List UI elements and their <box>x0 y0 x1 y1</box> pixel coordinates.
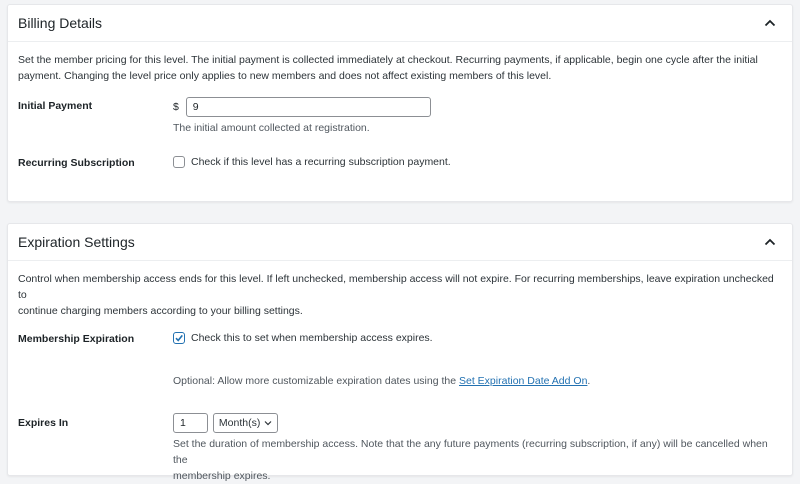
membership-expiration-checkbox[interactable] <box>173 332 185 344</box>
expiration-settings-header[interactable] <box>8 224 792 261</box>
initial-payment-input[interactable] <box>186 97 431 117</box>
checkmark-icon <box>174 333 184 343</box>
expires-in-label: Expires In <box>18 417 69 429</box>
initial-payment-label: Initial Payment <box>18 100 93 112</box>
expires-in-unit-value: Month(s) <box>218 417 261 429</box>
expires-in-number-input[interactable] <box>173 413 208 433</box>
billing-description <box>18 52 782 84</box>
optional-addon-note-row <box>18 373 782 413</box>
expires-in-row <box>18 413 782 482</box>
optional-addon-note <box>173 373 590 389</box>
membership-expiration-checkbox-label[interactable]: Check this to set when membership access expires. <box>191 332 433 345</box>
expires-in-help <box>173 436 783 484</box>
billing-details-header[interactable] <box>8 5 792 42</box>
recurring-subscription-checkbox-label[interactable]: Check if this level has a recurring subscription payment. <box>191 156 451 169</box>
billing-details-card <box>7 4 793 202</box>
expiration-description <box>18 271 782 319</box>
optional-note-text: Optional: Allow more customizable expiration dates using the <box>173 375 459 387</box>
billing-details-title: Billing Details <box>18 15 103 31</box>
initial-payment-row <box>18 97 782 157</box>
expiration-settings-card <box>7 223 793 482</box>
chevron-down-icon <box>264 420 272 426</box>
expires-in-help-line-1: Set the duration of membership access. Note that the any future payments (recurring subscription, if any) will be cancelled when the <box>173 438 768 466</box>
expiration-description-line-2: continue charging members according to your billing settings. <box>18 305 303 317</box>
expiration-description-line-1: Control when membership access ends for this level. If left unchecked, membership access will not expire. For recurring memberships, leave expiration unchecked to <box>18 273 774 301</box>
chevron-up-icon[interactable] <box>758 232 782 252</box>
chevron-up-icon[interactable] <box>758 13 782 33</box>
expires-in-unit-select[interactable] <box>213 413 278 433</box>
expiration-settings-title: Expiration Settings <box>18 234 135 250</box>
recurring-subscription-checkbox[interactable] <box>173 156 185 168</box>
expires-in-help-line-2: membership expires. <box>173 470 271 482</box>
membership-expiration-row <box>18 333 782 373</box>
membership-expiration-label: Membership Expiration <box>18 333 135 345</box>
billing-description-line-2: payment. Changing the level price only applies to new members and does not affect existing members of this level. <box>18 70 552 82</box>
optional-note-suffix: . <box>587 375 591 387</box>
set-expiration-date-addon-link[interactable]: Set Expiration Date Add On <box>459 375 588 387</box>
currency-symbol: $ <box>173 101 179 113</box>
billing-description-line-1: Set the member pricing for this level. The initial payment is collected immediately at checkout. Recurring payments, if applicable, begin one cycle after the initial <box>18 54 758 66</box>
recurring-subscription-row <box>18 157 782 187</box>
recurring-subscription-label: Recurring Subscription <box>18 157 135 169</box>
initial-payment-help: The initial amount collected at registration. <box>173 122 370 134</box>
